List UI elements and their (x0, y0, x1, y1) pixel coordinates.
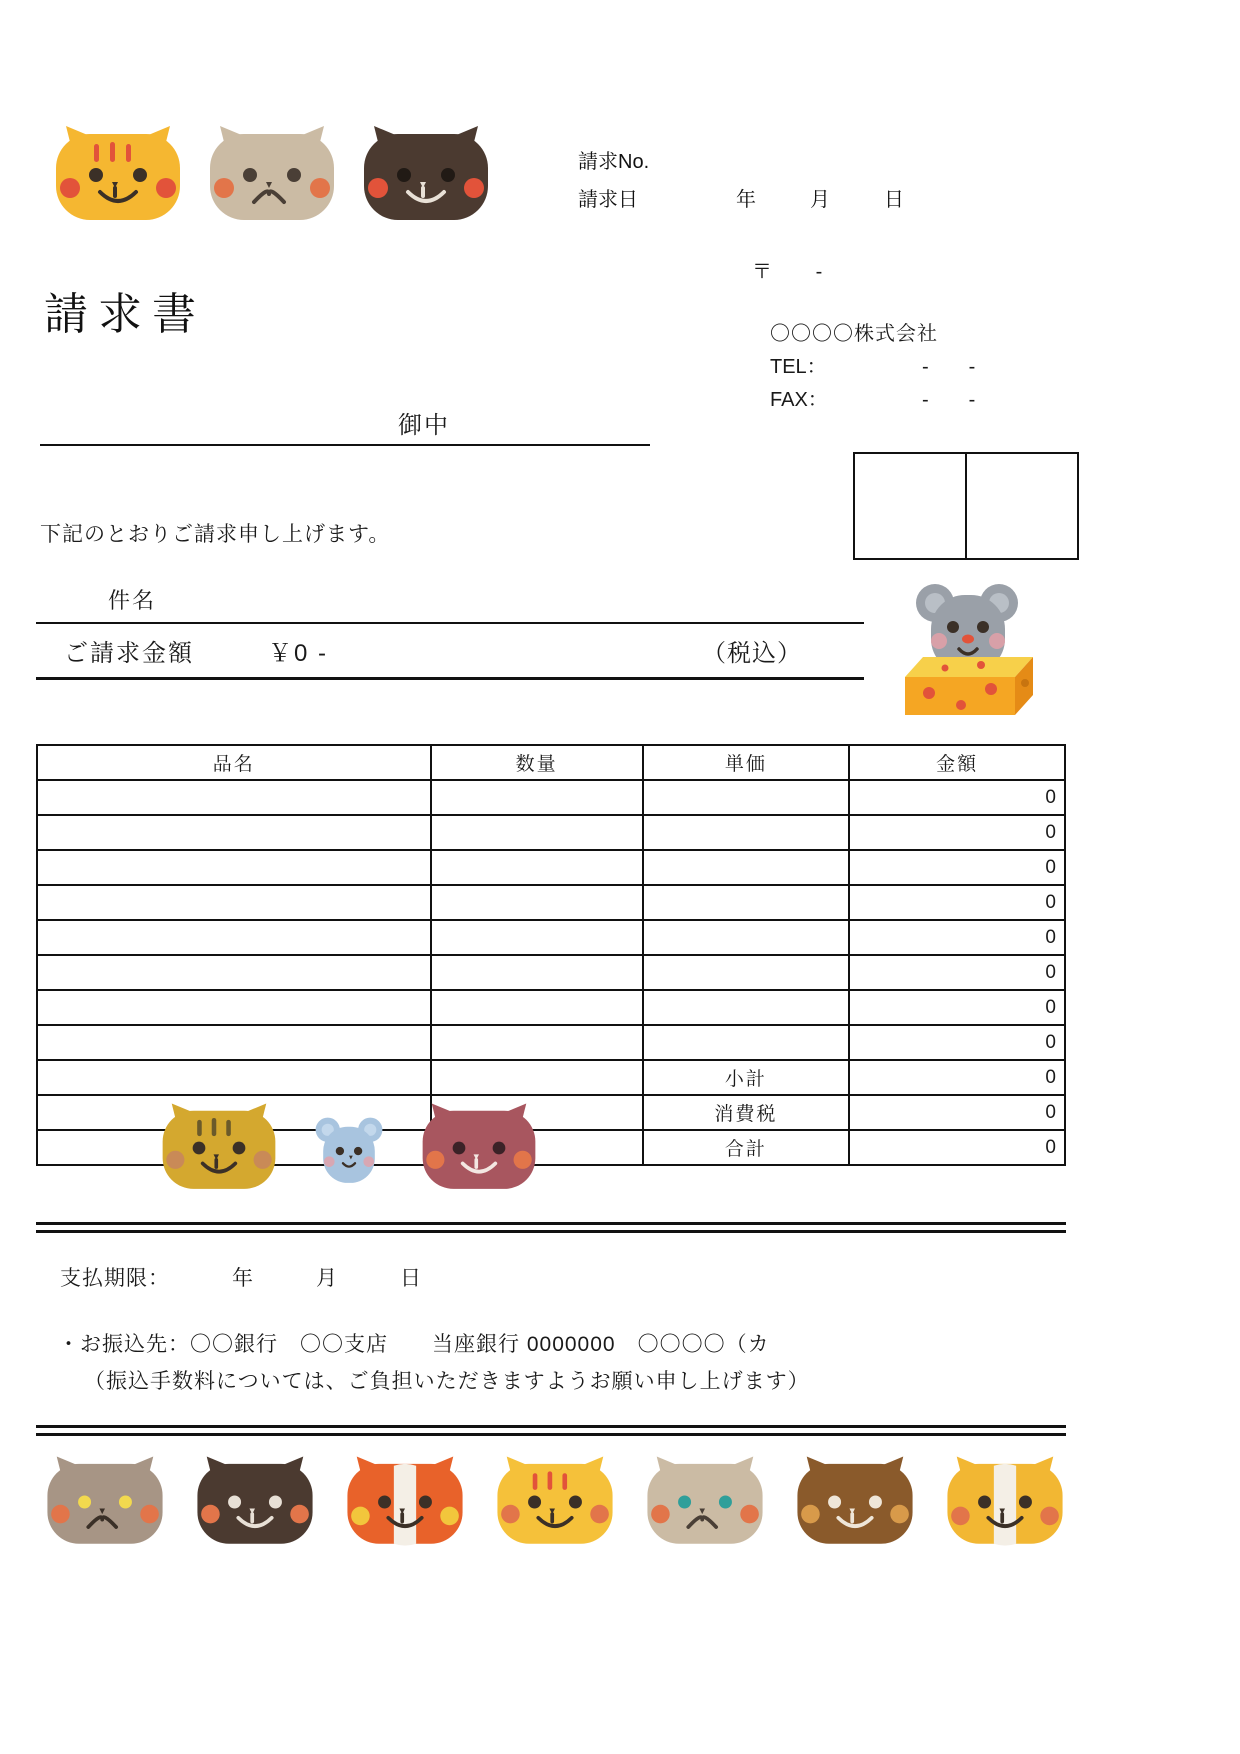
fax-label: FAX： (770, 389, 828, 411)
cell-item-name[interactable] (37, 920, 431, 955)
cell-item-name[interactable] (37, 850, 431, 885)
postal-dash: - (815, 261, 825, 283)
table-row[interactable] (37, 815, 1065, 850)
cat-maroon-icon (415, 1098, 543, 1198)
cell-quantity[interactable] (431, 955, 643, 990)
addressee-suffix: 御中 (398, 412, 450, 439)
cell-unit-price[interactable] (643, 885, 850, 920)
table-row[interactable] (37, 885, 1065, 920)
tax-inclusive-note: （税込） (702, 640, 802, 667)
payment-due-label: 支払期限： (60, 1267, 170, 1290)
table-row[interactable] (37, 920, 1065, 955)
cell-amount: 0 (849, 955, 1065, 990)
cat-dark-icon (356, 120, 496, 230)
invoice-meta (578, 152, 904, 228)
cell-item-name[interactable] (37, 955, 431, 990)
payment-due-day: 日 (400, 1267, 422, 1290)
cell-item-name[interactable] (37, 885, 431, 920)
cell-quantity[interactable] (431, 1025, 643, 1060)
cat-taupe-icon (40, 1450, 170, 1554)
footer-divider-top (36, 1222, 1066, 1233)
cell-item-name[interactable] (37, 990, 431, 1025)
cell-amount: 0 (849, 920, 1065, 955)
cat-cream-icon (202, 120, 342, 230)
table-row[interactable] (37, 1025, 1065, 1060)
table-row[interactable] (37, 780, 1065, 815)
invoice-date-row (578, 190, 904, 210)
issuer-company-name: 〇〇〇〇株式会社 (770, 323, 938, 345)
fax-dash-1: - (922, 389, 929, 411)
table-row[interactable] (37, 990, 1065, 1025)
subject-row (36, 580, 864, 624)
cell-item-name[interactable] (37, 1025, 431, 1060)
cell-quantity[interactable] (431, 815, 643, 850)
invoice-date-label: 請求日 (578, 189, 638, 211)
cell-unit-price[interactable] (643, 780, 850, 815)
cell-quantity[interactable] (431, 885, 643, 920)
summary-label-total: 合計 (643, 1130, 850, 1165)
table-header-row (37, 745, 1065, 780)
fax-dash-2: - (968, 389, 976, 411)
payment-due-month: 月 (316, 1267, 338, 1290)
cell-unit-price[interactable] (643, 1025, 850, 1060)
cell-unit-price[interactable] (643, 815, 850, 850)
table-row[interactable] (37, 955, 1065, 990)
cat-orange-icon (48, 120, 188, 230)
summary-value-tax: 0 (849, 1095, 1065, 1130)
cell-quantity[interactable] (431, 920, 643, 955)
spacer-cell (431, 1060, 643, 1095)
cat-yellow-tabby-icon (490, 1450, 620, 1554)
cell-unit-price[interactable] (643, 920, 850, 955)
cell-unit-price[interactable] (643, 850, 850, 885)
total-amount-label: ご請求金額 (64, 640, 194, 667)
mid-animal-illustrations (155, 1098, 543, 1198)
cell-item-name[interactable] (37, 780, 431, 815)
tel-label: TEL： (770, 356, 827, 378)
cat-cream-teal-eyes-icon (640, 1450, 770, 1554)
cell-amount: 0 (849, 990, 1065, 1025)
postal-code-row (752, 255, 824, 284)
subject-label: 件名 (108, 588, 157, 613)
cell-amount: 0 (849, 885, 1065, 920)
page-title: 請求書 (44, 290, 206, 339)
table-row[interactable] (37, 850, 1065, 885)
invoice-date-year: 年 (736, 189, 756, 211)
summary-label-subtotal: 小計 (643, 1060, 850, 1095)
cell-unit-price[interactable] (643, 955, 850, 990)
issuer-fax-row (770, 384, 975, 417)
addressee-line (40, 444, 650, 446)
payment-due-row (60, 1262, 422, 1292)
header-animal-illustrations (48, 120, 496, 230)
summary-value-total: 0 (849, 1130, 1065, 1165)
cell-amount: 0 (849, 815, 1065, 850)
mouse-blue-icon (311, 1107, 387, 1189)
invoice-no-row (578, 152, 904, 172)
bank-transfer-fee-note: （振込手数料については、ご負担いただきますようお願い申し上げます） (84, 1370, 810, 1393)
invoice-date-day: 日 (884, 189, 904, 211)
stamp-box-right (965, 454, 1077, 558)
cat-gold-icon (155, 1098, 283, 1198)
spacer-cell (37, 1060, 431, 1095)
footer-animal-strip (40, 1450, 1070, 1554)
cell-quantity[interactable] (431, 780, 643, 815)
total-amount-row (36, 625, 864, 680)
cell-amount: 0 (849, 850, 1065, 885)
cell-quantity[interactable] (431, 990, 643, 1025)
payment-due-year: 年 (232, 1267, 254, 1290)
cat-orange-white-icon (340, 1450, 470, 1554)
tel-dash-1: - (922, 356, 929, 378)
total-amount-value: ￥0 - (268, 640, 329, 667)
issuer-company-block (770, 318, 975, 417)
mouse-cheese-illustration (895, 565, 1043, 725)
cell-item-name[interactable] (37, 815, 431, 850)
invoice-date-month: 月 (810, 189, 830, 211)
summary-label-tax: 消費税 (643, 1095, 850, 1130)
column-header-item-name: 品名 (37, 745, 431, 780)
stamp-box (853, 452, 1079, 560)
column-header-amount: 金額 (849, 745, 1065, 780)
cell-amount: 0 (849, 780, 1065, 815)
column-header-quantity: 数量 (431, 745, 643, 780)
postal-mark-icon: 〒 (752, 261, 774, 283)
stamp-box-left (855, 454, 965, 558)
tel-dash-2: - (968, 356, 976, 378)
intro-text: 下記のとおりご請求申し上げます。 (40, 523, 391, 546)
summary-row-subtotal (37, 1060, 1065, 1095)
footer-divider-bottom (36, 1425, 1066, 1436)
summary-value-subtotal: 0 (849, 1060, 1065, 1095)
cell-amount: 0 (849, 1025, 1065, 1060)
cat-brown-icon (790, 1450, 920, 1554)
invoice-no-label: 請求No. (578, 151, 650, 173)
column-header-unit-price: 単価 (643, 745, 850, 780)
mouse-in-cheese-icon (895, 565, 1043, 720)
cell-unit-price[interactable] (643, 990, 850, 1025)
cat-darkbrown-icon (190, 1450, 320, 1554)
issuer-tel-row (770, 351, 975, 384)
cell-quantity[interactable] (431, 850, 643, 885)
cat-yellow-white-icon (940, 1450, 1070, 1554)
bank-transfer-info: ・お振込先：〇〇銀行 〇〇支店 当座銀行 0000000 〇〇〇〇（カ (58, 1333, 770, 1356)
